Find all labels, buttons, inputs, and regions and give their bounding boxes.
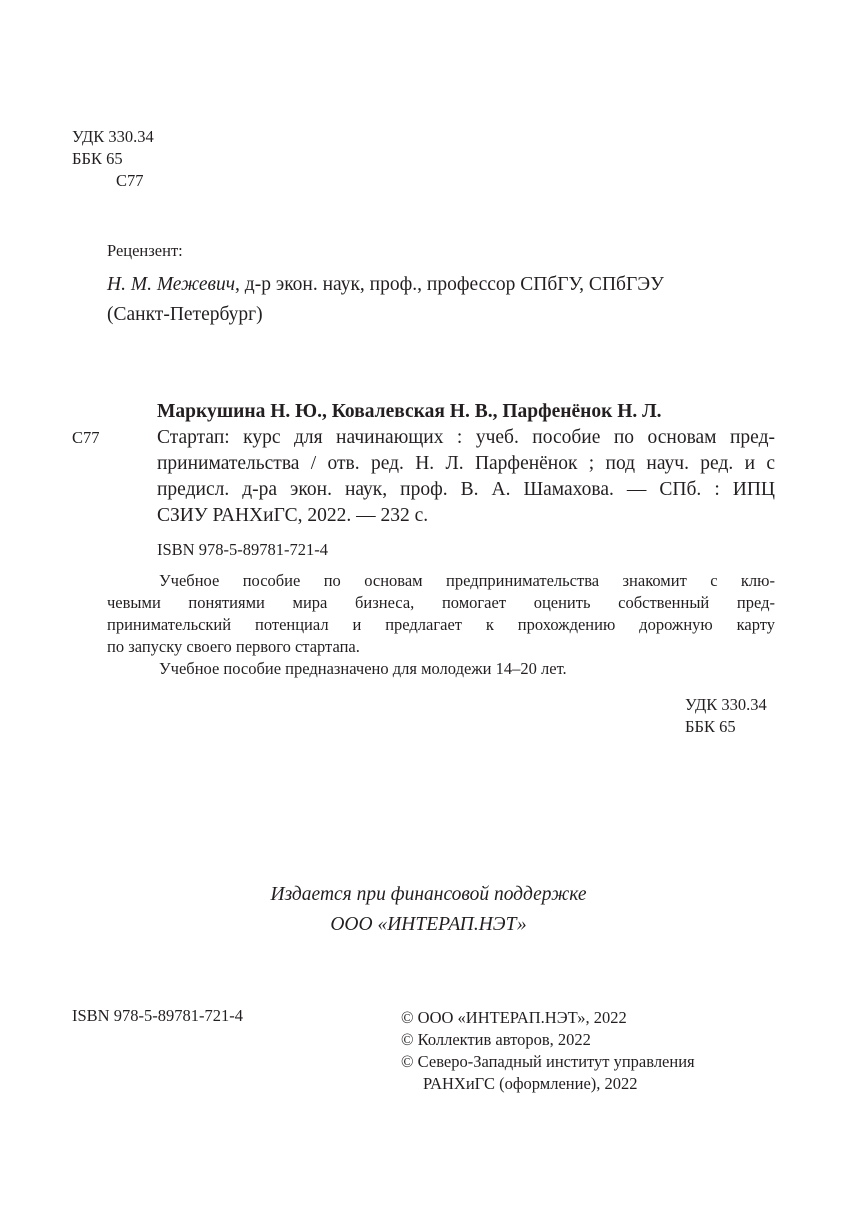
copyright-line: © Коллектив авторов, 2022: [401, 1030, 591, 1049]
annotation-line: Учебное пособие предназначено для молодежи 14–20 лет.: [159, 659, 567, 678]
cutter-code-top: С77: [116, 171, 144, 190]
catalog-entry: [157, 399, 775, 529]
top-classification-codes: [72, 126, 154, 192]
sponsor-notice: [0, 882, 857, 942]
catalog-line: принимательства / отв. ред. Н. Л. Парфенёнок ; под науч. ред. и с: [157, 453, 775, 474]
reviewer-line-2: (Санкт-Петербург): [107, 304, 263, 325]
catalog-isbn: ISBN 978-5-89781-721-4: [157, 540, 328, 559]
catalog-line: СЗИУ РАНХиГС, 2022. — 232 с.: [157, 505, 429, 526]
isbn-bottom: ISBN 978-5-89781-721-4: [72, 1006, 243, 1025]
bbk-code-bottom: ББК 65: [685, 717, 736, 736]
annotation-line: Учебное пособие по основам предпринимательства знакомит с клю-: [159, 571, 775, 590]
reviewer-details: , д-р экон. наук, проф., профессор СПбГУ, СПбГЭУ: [235, 274, 664, 295]
bbk-code-top: ББК 65: [72, 149, 123, 168]
copyright-line: РАНХиГС (оформление), 2022: [423, 1074, 638, 1093]
annotation: [107, 570, 775, 680]
catalog-line: Стартап: курс для начинающих : учеб. пособие по основам пред-: [157, 427, 775, 448]
cutter-code-side: С77: [72, 428, 100, 447]
copyright-block: [401, 1007, 695, 1095]
reviewer-name: Н. М. Межевич: [107, 274, 236, 295]
annotation-line: чевыми понятиями мира бизнеса, помогает оценить собственный пред-: [107, 593, 775, 612]
reviewer-line-1: [107, 272, 664, 298]
udk-code-bottom: УДК 330.34: [685, 695, 767, 714]
udk-code-top: УДК 330.34: [72, 127, 154, 146]
copyright-line: © ООО «ИНТЕРАП.НЭТ», 2022: [401, 1008, 627, 1027]
sponsor-line-1: Издается при финансовой поддержке: [270, 884, 587, 905]
annotation-line: по запуску своего первого стартапа.: [107, 637, 360, 656]
bottom-classification-codes: [685, 694, 767, 738]
sponsor-line-2: ООО «ИНТЕРАП.НЭТ»: [330, 914, 527, 935]
annotation-line: принимательский потенциал и предлагает к прохождению дорожную карту: [107, 615, 775, 634]
copyright-line: © Северо-Западный институт управления: [401, 1052, 695, 1071]
reviewer-label: Рецензент:: [107, 241, 183, 260]
catalog-authors: Маркушина Н. Ю., Ковалевская Н. В., Парфенёнок Н. Л.: [157, 401, 662, 422]
catalog-line: предисл. д-ра экон. наук, проф. В. А. Шамахова. — СПб. : ИПЦ: [157, 479, 775, 500]
